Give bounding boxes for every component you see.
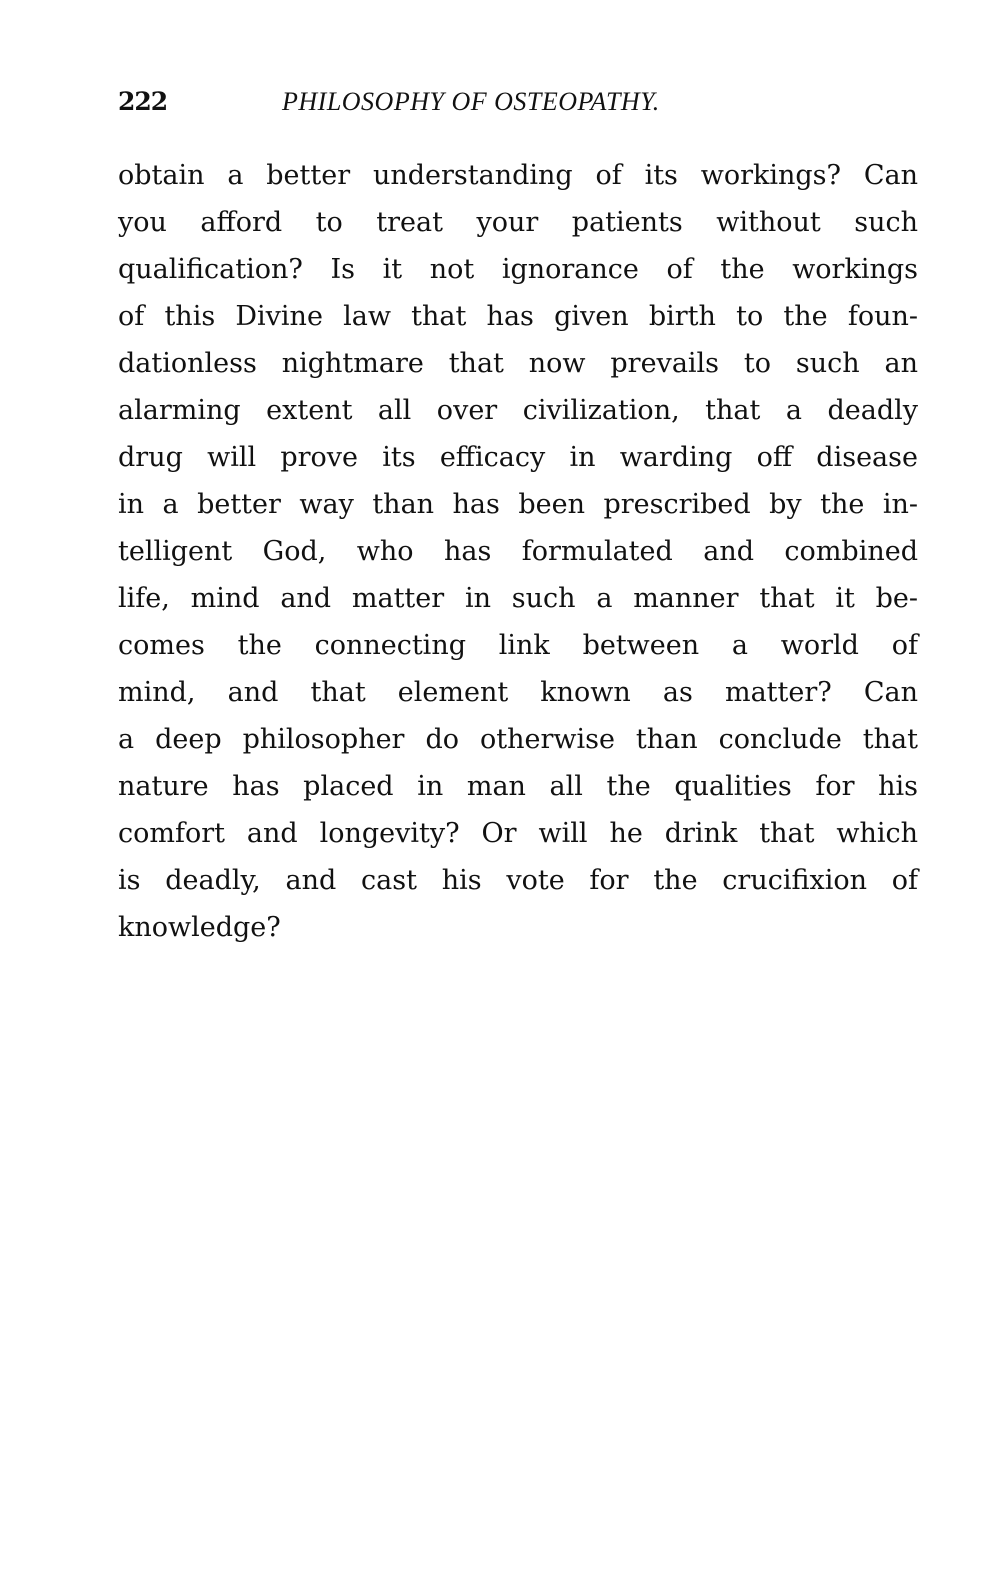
text-line-last: knowledge? [118, 912, 281, 943]
text-line: is deadly, and cast his vote for the crucifixion of [118, 865, 918, 896]
text-line: a deep philosopher do otherwise than conclude that [118, 724, 918, 755]
text-line: alarming extent all over civilization, that a deadly [118, 395, 918, 426]
text-line: obtain a better understanding of its workings? Can [118, 160, 918, 191]
text-line: dationless nightmare that now prevails to such an [118, 348, 918, 379]
text-line: nature has placed in man all the qualities for his [118, 771, 918, 802]
text-line: drug will prove its efficacy in warding off disease [118, 442, 918, 473]
text-line: life, mind and matter in such a manner that it be- [118, 583, 918, 614]
body-paragraph [118, 152, 918, 951]
page-number: 222 [118, 87, 168, 116]
text-line: you afford to treat your patients without such [118, 207, 918, 238]
text-line: comes the connecting link between a world of [118, 630, 918, 661]
running-head [118, 84, 918, 120]
running-title: PHILOSOPHY OF OSTEOPATHY. [282, 87, 660, 116]
text-line: in a better way than has been prescribed by the in- [118, 489, 918, 520]
text-line: comfort and longevity? Or will he drink that which [118, 818, 918, 849]
text-line: telligent God, who has formulated and combined [118, 536, 918, 567]
text-line: qualification? Is it not ignorance of the workings [118, 254, 918, 285]
text-line: mind, and that element known as matter? Can [118, 677, 918, 708]
text-line: of this Divine law that has given birth to the foun- [118, 301, 918, 332]
